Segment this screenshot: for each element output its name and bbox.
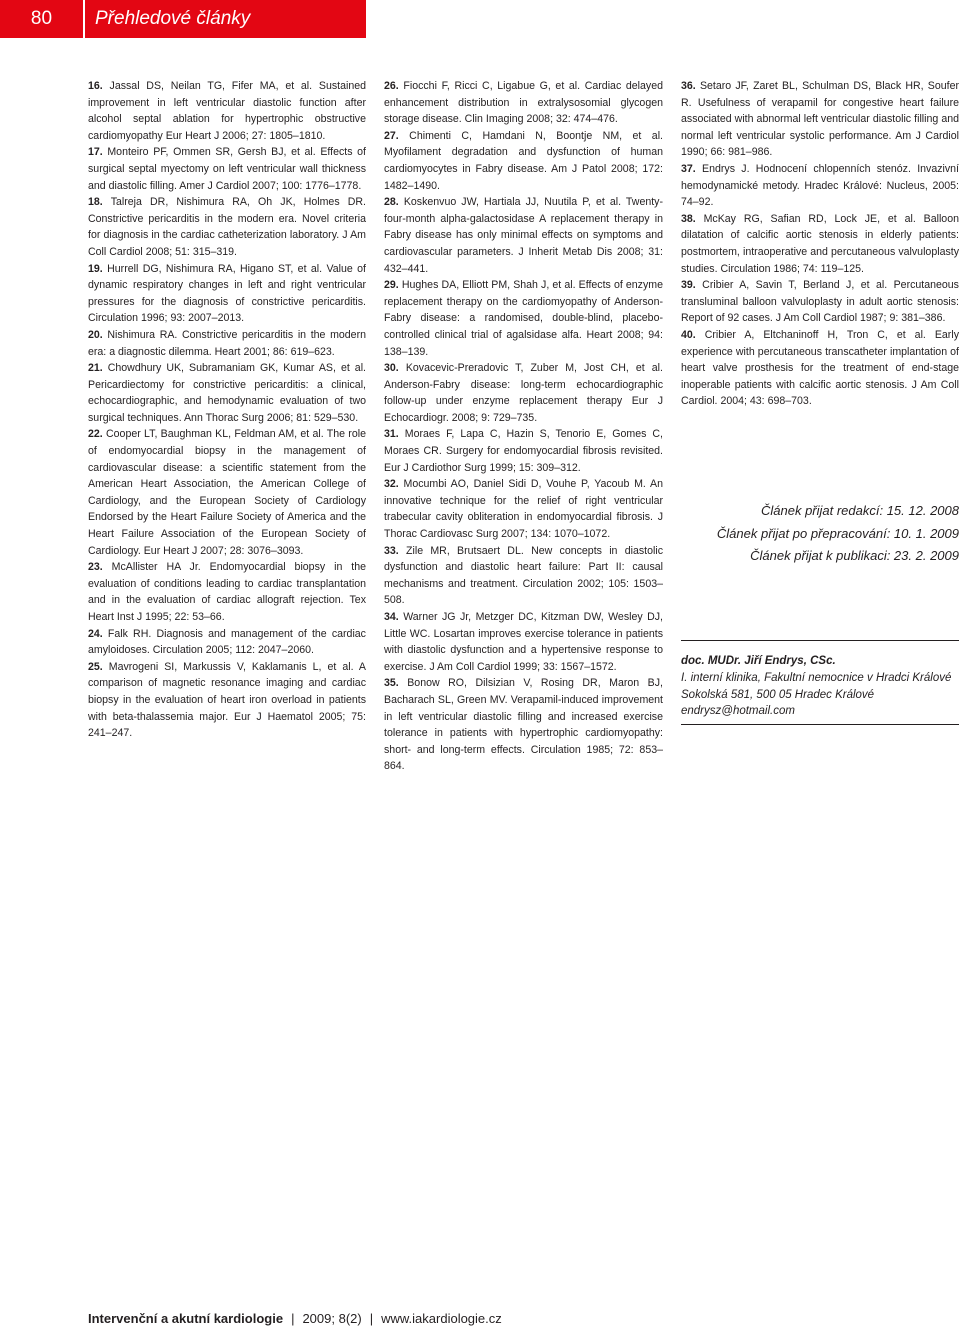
reference-item (88, 626, 366, 659)
reference-text: Fiocchi F, Ricci C, Ligabue G, et al. Cardiac delayed enhancement distribution in extralysosomial glycogen storage disease. Clin Imaging 2008; 32: 474–476. (384, 80, 663, 126)
reference-text: Hurrell DG, Nishimura RA, Higano ST, et al. Value of dynamic respiratory changes in left and right ventricular pressures for the diagnosis of constrictive pericarditis. Circulation 1996; 93: 2007–2013. (88, 262, 366, 325)
reference-item (88, 426, 366, 559)
reference-number: 21. (88, 362, 103, 375)
journal-website[interactable]: www.iakardiologie.cz (381, 1311, 502, 1326)
reference-item (384, 675, 663, 775)
reference-number: 31. (384, 428, 399, 441)
reference-text: Mavrogeni SI, Markussis V, Kaklamanis L, et al. A comparison of magnetic resonance imaging and cardiac biopsy in the evaluation of heart iron overload in patients with beta-thalassemia major. Eur J Haematol 2005; 75: 241–247. (88, 660, 366, 740)
reference-number: 39. (681, 279, 696, 292)
reference-item (384, 277, 663, 360)
reference-item (384, 78, 663, 128)
reference-number: 33. (384, 544, 399, 557)
date-received: Článek přijat redakcí: 15. 12. 2008 (760, 503, 959, 518)
reference-item (384, 476, 663, 542)
reference-number: 26. (384, 80, 399, 92)
reference-item (88, 360, 366, 426)
reference-text: Zile MR, Brutsaert DL. New concepts in diastolic dysfunction and diastolic heart failure: Part II: causal mechanisms and treatment. Circulation 2002; 105: 1503–508. (384, 544, 663, 607)
reference-text: McAllister HA Jr. Endomyocardial biopsy in the evaluation of conditions leading to cardiac transplantation and in the evaluation of cardiac allograft rejection. Tex Heart Inst J 1995; 22: 53–66. (88, 561, 366, 623)
references-column-1 (88, 78, 366, 742)
reference-text: Falk RH. Diagnosis and management of the cardiac amyloidoses. Circulation 2005; 112: 2047–2060. (88, 627, 366, 657)
reference-text: Cooper LT, Baughman KL, Feldman AM, et al. The role of endomyocardial biopsy in the management of cardiovascular disease: a scientific statement from the American Heart Association, the American College of Cardiology, and the European Society of Cardiology Endorsed by the Heart Failure Society of America and the Heart Failure Association of the European Society of Cardiology. Eur Heart J 2007; 28: 3076–3093. (88, 428, 366, 557)
reference-number: 35. (384, 677, 399, 690)
author-email[interactable]: endrysz@hotmail.com (681, 705, 795, 718)
reference-number: 29. (384, 279, 399, 292)
reference-item (88, 78, 366, 144)
reference-item (681, 277, 959, 327)
page-header (0, 0, 366, 38)
reference-text: Warner JG Jr, Metzger DC, Kitzman DW, Wesley DJ, Little WC. Losartan improves exercise tolerance in patients with diastolic dysfunction and a hypertensive response to exercise. J Am Coll Cardiol 1999; 33: 1567–1572. (384, 611, 663, 673)
reference-text: Cribier A, Savin T, Berland J, et al. Percutaneous transluminal balloon valvuloplasty in adult aortic stenosis: Report of 92 cases. J Am Coll Cardiol 1987; 9: 381–386. (681, 279, 959, 325)
footer-separator: | (291, 1311, 295, 1326)
reference-item (384, 194, 663, 277)
reference-text: Moraes F, Lapa C, Hazin S, Tenorio E, Gomes C, Moraes CR. Surgery for endomyocardial fibrosis revisited. Eur J Cardiothor Surg 1999; 15: 309–312. (384, 428, 663, 474)
reference-item (88, 559, 366, 625)
reference-text: Koskenvuo JW, Hartiala JJ, Nuutila P, et al. Twenty-four-month alpha-galactosidase A replacement therapy in Fabry disease has only minimal effects on symptoms and cardiovascular parameters. J Inherit Metab Dis 2008; 31: 432–441. (384, 196, 663, 275)
reference-text: Talreja DR, Nishimura RA, Oh JK, Holmes DR. Constrictive pericarditis in the modern era. Novel criteria for diagnosis in the cardiac catheterization laboratory. J Am Coll Cardiol 2008; 51: 315–319. (88, 196, 366, 258)
reference-number: 28. (384, 196, 399, 209)
reference-number: 19. (88, 262, 103, 275)
author-contact (681, 640, 959, 725)
reference-text: McKay RG, Safian RD, Lock JE, et al. Balloon dilatation of calcific aortic stenosis in elderly patients: postmortem, intraoperative and percutaneous valvuloplasty studies. Circulation 1986; 74: 119–125. (681, 212, 959, 275)
reference-text: Endrys J. Hodnocení chlopenních stenóz. Invazivní hemodynamické metody. Hradec Králové: Nucleus, 2005: 74–92. (681, 162, 959, 209)
author-name: doc. MUDr. Jiří Endrys, CSc. (681, 655, 836, 667)
reference-number: 34. (384, 611, 399, 623)
reference-number: 40. (681, 328, 696, 341)
reference-number: 18. (88, 196, 103, 209)
reference-item (681, 327, 959, 410)
reference-item (681, 211, 959, 277)
reference-item (384, 360, 663, 426)
date-accepted: Článek přijat k publikaci: 23. 2. 2009 (750, 548, 959, 563)
reference-text: Cribier A, Eltchaninoff H, Tron C, et al. Early experience with percutaneous transcatheter implantation of heart valve prosthesis for the treatment of end-stage inoperable patients with calcific aortic stenosis. J Am Coll Cardiol. 2004; 43: 698–703. (681, 328, 959, 408)
page-number: 80 (0, 0, 83, 38)
reference-item (88, 327, 366, 360)
author-institution: I. interní klinika, Fakultní nemocnice v Hradci Králové (681, 671, 952, 684)
reference-item (681, 78, 959, 161)
reference-item (88, 261, 366, 327)
references-column-2 (384, 78, 663, 775)
journal-name: Intervenční a akutní kardiologie (88, 1311, 284, 1326)
reference-text: Chowdhury UK, Subramaniam GK, Kumar AS, et al. Pericardiectomy for constrictive pericarditis: a clinical, echocardiographic, and hemodynamic evaluation of two surgical techniques. Ann Thorac Surg 2006; 81: 529–530. (88, 362, 366, 424)
reference-text: Nishimura RA. Constrictive pericarditis in the modern era: a diagnostic dilemma. Heart 2001; 86: 619–623. (88, 328, 366, 358)
reference-text: Bonow RO, Dilsizian V, Rosing DR, Maron BJ, Bacharach SL, Green MV. Verapamil-induced improvement in left ventricular diastolic filling and increased exercise tolerance in patients with hypertrophic cardiomyopathy: short- and long-term effects. Circulation 1985; 72: 853–864. (384, 677, 663, 773)
reference-number: 37. (681, 162, 696, 175)
reference-text: Chimenti C, Hamdani N, Boontje NM, et al. Myofilament degradation and dysfunction of human cardiomyocytes in Fabry disease. Am J Patol 2008; 172: 1482–1490. (384, 129, 663, 192)
reference-number: 25. (88, 660, 103, 673)
reference-number: 23. (88, 561, 103, 574)
reference-number: 38. (681, 212, 696, 225)
reference-item (384, 128, 663, 194)
footer-separator: | (369, 1311, 374, 1326)
reference-item (384, 609, 663, 675)
section-title: Přehledové články (85, 0, 366, 38)
reference-item (384, 543, 663, 609)
reference-number: 32. (384, 478, 399, 491)
reference-number: 24. (88, 627, 103, 640)
reference-item (88, 194, 366, 260)
reference-text: Jassal DS, Neilan TG, Fifer MA, et al. Sustained improvement in left ventricular diastolic function after alcohol septal ablation for hypertrophic obstructive cardiomyopathy Eur Heart J 2006; 27: 1805–1810. (88, 80, 366, 142)
date-revised: Článek přijat po přepracování: 10. 1. 2009 (716, 525, 959, 541)
reference-number: 27. (384, 129, 399, 142)
reference-text: Mocumbi AO, Daniel Sidi D, Vouhe P, Yacoub M. An innovative technique for the relief of right ventricular trabecular cavity obliteration in endomyocardial fibrosis. J Thorac Cardiovasc Surg 2007; 134: 1070–1072. (384, 478, 663, 541)
journal-issue: 2009; 8(2) (302, 1311, 362, 1326)
reference-item (384, 426, 663, 476)
reference-number: 22. (88, 428, 103, 441)
article-dates (681, 500, 959, 568)
reference-item (88, 144, 366, 194)
reference-number: 36. (681, 80, 696, 92)
page-footer (88, 1311, 502, 1326)
reference-item (681, 161, 959, 211)
reference-number: 16. (88, 80, 103, 92)
reference-text: Setaro JF, Zaret BL, Schulman DS, Black HR, Soufer R. Usefulness of verapamil for congestive heart failure associated with abnormal left ventricular diastolic filling and normal left ventricular systolic performance. Am J Cardiol 1990; 66: 981–986. (681, 80, 959, 159)
reference-item (88, 659, 366, 742)
reference-text: Kovacevic-Preradovic T, Zuber M, Jost CH, et al. Anderson-Fabry disease: long-term echocardiographic follow-up under enzyme replacement therapy Eur J Echocardiogr. 2008; 9: 729–735. (384, 362, 663, 424)
reference-text: Hughes DA, Elliott PM, Shah J, et al. Effects of enzyme replacement therapy on the cardiomyopathy of Anderson-Fabry disease: a randomised, double-blind, placebo-controlled clinical trial of agalsidase alfa. Heart 2008; 94: 138–139. (384, 279, 663, 358)
references-column-3 (681, 78, 959, 410)
reference-number: 20. (88, 328, 103, 341)
reference-number: 17. (88, 146, 103, 159)
reference-text: Monteiro PF, Ommen SR, Gersh BJ, et al. Effects of surgical septal myectomy on left ventricular wall thickness and diastolic filling. Amer J Cardiol 2007; 100: 1776–1778. (88, 146, 366, 192)
reference-number: 30. (384, 362, 399, 375)
author-address: Sokolská 581, 500 05 Hradec Králové (681, 688, 875, 701)
